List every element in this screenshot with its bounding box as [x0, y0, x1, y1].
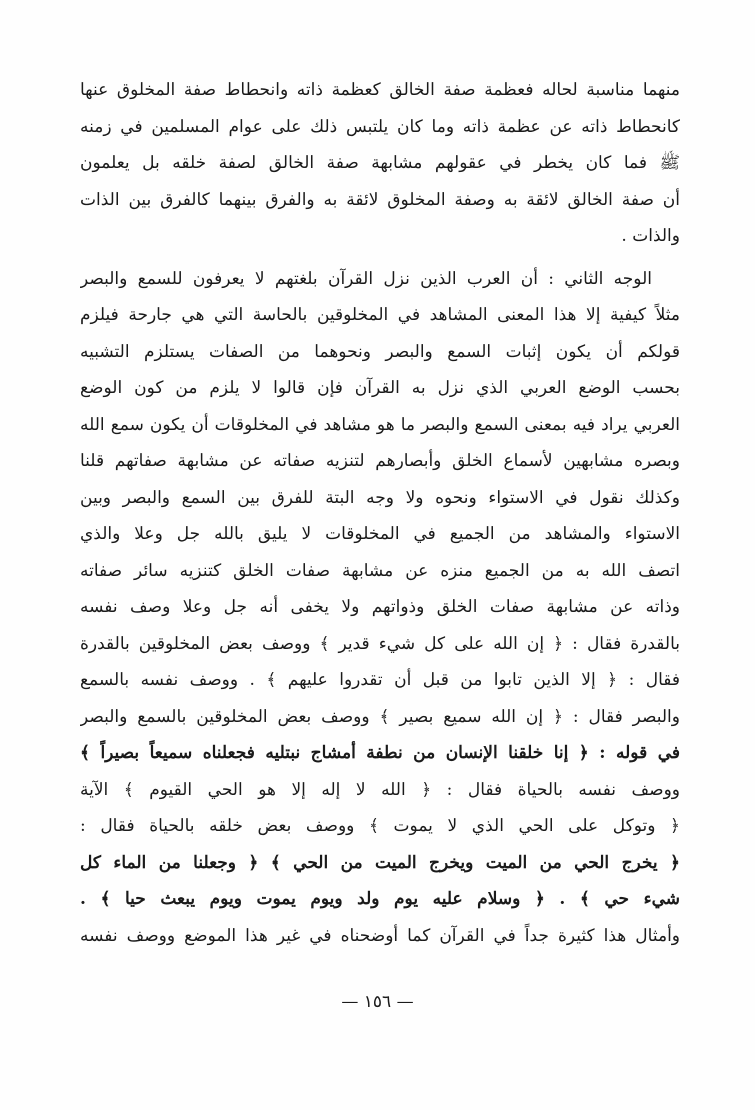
text-line: وذاته عن مشابهة صفات الخلق وذواتهم ولا يخفى أنه جل وعلا وصف نفسه — [80, 597, 680, 617]
text-line: والبصر فقال : ﴿ إن الله سميع بصير ﴾ ووصف بعض المخلوقين بالسمع والبصر — [80, 706, 680, 727]
text-line: منهما مناسبة لحاله فعظمة صفة الخالق كعظمة ذاته وانحطاط صفة المخلوق عنها — [80, 80, 680, 100]
text-line: بحسب الوضع العربي الذي نزل به القرآن فإن قالوا لا يلزم من كون الوضع — [80, 378, 680, 398]
page-number: — ١٥٦ — — [341, 992, 414, 1012]
text-line: بالقدرة فقال : ﴿ إن الله على كل شيء قدير ﴾ ووصف بعض المخلوقين بالقدرة — [80, 633, 680, 654]
text-line: مثلاً كيفية إلا هذا المعنى المشاهد في المخلوقين بالحاسة التي هي جارحة فيلزم — [80, 305, 680, 325]
text-line: فقال : ﴿ إلا الذين تابوا من قبل أن تقدروا عليهم ﴾ . ووصف نفسه بالسمع — [80, 670, 680, 690]
text-line: ووصف نفسه بالحياة فقال : ﴿ الله لا إله إلا هو الحي القيوم ﴾ الآية — [80, 779, 680, 800]
paragraph-1 — [80, 72, 680, 255]
text-line: وبصره مشابهين لأسماع الخلق وأبصارهم لتنزيه صفاته عن مشابهة صفاتهم قلنا — [80, 451, 680, 471]
text-line: شيء حي ﴾ . ﴿ وسلام عليه يوم ولد ويوم يموت ويوم يبعث حيا ﴾ . — [80, 889, 680, 909]
text-line: قولكم أن يكون إثبات السمع والبصر ونحوهما من الصفات يستلزم التشبيه — [80, 341, 680, 362]
text-line: الاستواء والمشاهد من الجميع في المخلوقات لا يليق بالله جل وعلا والذي — [80, 524, 680, 544]
text-line: العربي يراد فيه بمعنى السمع والبصر ما هو مشاهد في المخلوقات أن يكون سمع الله — [80, 414, 680, 435]
text-line: والذات . — [621, 226, 680, 246]
text-line: ﴿ يخرج الحي من الميت ويخرج الميت من الحي ﴾ ﴿ وجعلنا من الماء كل — [80, 852, 680, 873]
text-line: الوجه الثاني : أن العرب الذين نزل القرآن بلغتهم لا يعرفون للسمع والبصر — [80, 268, 652, 289]
text-line: وأمثال هذا كثيرة جداً في القرآن كما أوضحناه في غير هذا الموضع ووصف نفسه — [80, 925, 680, 946]
text-line: اتصف الله به من الجميع منزه عن مشابهة صفات الخلق كتنزيه سائر صفاته — [80, 560, 680, 581]
text-line: وكذلك نقول في الاستواء ونحوه ولا وجه البتة للفرق بين السمع والبصر وبين — [80, 487, 680, 508]
body-text — [80, 72, 680, 954]
text-line: ﴿ وتوكل على الحي الذي لا يموت ﴾ ووصف بعض خلقه بالحياة فقال : — [80, 816, 680, 836]
text-line: ﷺ فما كان يخطر في عقولهم مشابهة صفة الخالق لصفة خلقه بل يعلمون — [80, 153, 680, 173]
text-line: كانحطاط ذاته عن عظمة ذاته وما كان يلتبس ذلك على عوام المسلمين في زمنه — [80, 116, 680, 137]
text-line: في قوله : ﴿ إنا خلقنا الإنسان من نطفة أمشاج نبتليه فجعلناه سميعاً بصيراً ﴾ — [80, 743, 680, 763]
paragraph-2 — [80, 261, 680, 955]
text-line: أن صفة الخالق لائقة به وصفة المخلوق لائقة به والفرق بينهما كالفرق بين الذات — [80, 189, 680, 210]
